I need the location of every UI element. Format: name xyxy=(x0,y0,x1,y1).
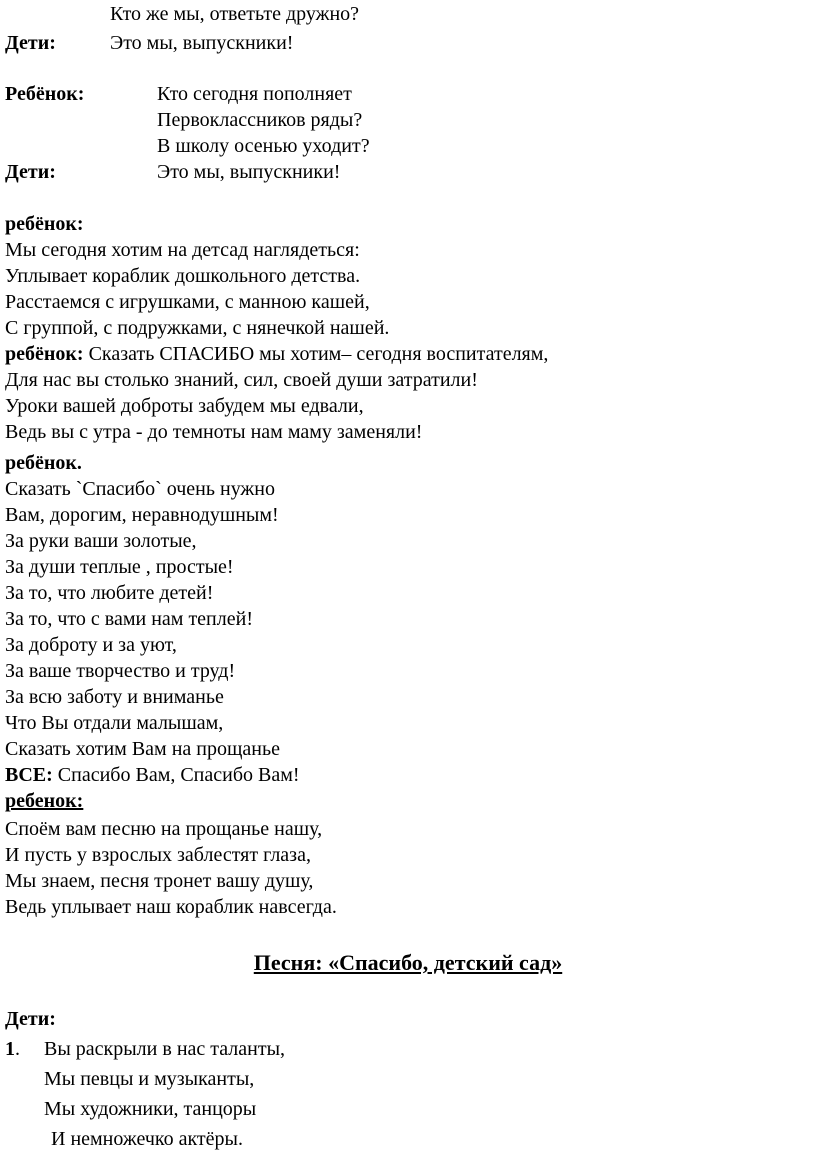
poem-line: Вам, дорогим, неравнодушным! xyxy=(5,504,279,526)
poem-line: Ведь уплывает наш кораблик навсегда. xyxy=(5,896,337,918)
speaker-label: Ребёнок: xyxy=(5,83,85,105)
poem-line: Мы художники, танцоры xyxy=(44,1098,257,1120)
verse-number-digit: 1 xyxy=(5,1038,15,1060)
poem-line: И пусть у взрослых заблестят глаза, xyxy=(5,844,311,866)
poem-text: Спасибо Вам, Спасибо Вам! xyxy=(52,764,300,786)
poem-line: Уплывает кораблик дошкольного детства. xyxy=(5,265,361,287)
speaker-label: Дети: xyxy=(5,32,56,54)
speaker-label: ребенок: xyxy=(5,790,84,812)
song-title: Песня: «Спасибо, детский сад» xyxy=(253,950,563,975)
poem-line: Споём вам песню на прощанье нашу, xyxy=(5,818,323,840)
poem-line: В школу осенью уходит? xyxy=(157,135,370,157)
poem-line: Первоклассников ряды? xyxy=(157,109,363,131)
poem-line: Сказать хотим Вам на прощанье xyxy=(5,738,280,760)
poem-line: За то, что с вами нам теплей! xyxy=(5,608,253,630)
verse-number-dot: . xyxy=(15,1038,20,1060)
poem-line: С группой, с подружками, с нянечкой нашей. xyxy=(5,317,390,339)
poem-line: Вы раскрыли в нас таланты, xyxy=(44,1038,286,1060)
poem-line: Мы певцы и музыканты, xyxy=(44,1068,255,1090)
poem-line: Ведь вы с утра - до темноты нам маму заменяли! xyxy=(5,421,423,443)
speaker-label: ребёнок: xyxy=(5,213,84,235)
poem-line: Для нас вы столько знаний, сил, своей души затратили! xyxy=(5,369,478,391)
poem-line: За то, что любите детей! xyxy=(5,582,214,604)
poem-line: За доброту и за уют, xyxy=(5,634,177,656)
poem-line: За души теплые , простые! xyxy=(5,556,234,578)
poem-line: Расстаемся с игрушками, с манною кашей, xyxy=(5,291,370,313)
poem-line: За ваше творчество и труд! xyxy=(5,660,236,682)
verse-number xyxy=(5,1036,20,1062)
speaker-label: Дети: xyxy=(5,161,56,183)
speaker-label: ВСЕ: xyxy=(5,764,53,786)
speaker-label: ребёнок. xyxy=(5,452,82,474)
poem-line: Это мы, выпускники! xyxy=(110,32,294,54)
poem-line xyxy=(5,762,300,788)
speaker-label: Дети: xyxy=(5,1008,56,1030)
poem-line: Кто сегодня пополняет xyxy=(157,83,352,105)
poem-line: Это мы, выпускники! xyxy=(157,161,341,183)
poem-line: За всю заботу и вниманье xyxy=(5,686,224,708)
poem-line: Кто же мы, ответьте дружно? xyxy=(110,3,360,25)
poem-line: Мы сегодня хотим на детсад наглядеться: xyxy=(5,239,360,261)
poem-line: И немножечко актёры. xyxy=(51,1128,243,1150)
poem-line: Сказать `Спасибо` очень нужно xyxy=(5,478,275,500)
poem-text: Сказать СПАСИБО мы хотим– сегодня воспитателям, xyxy=(83,343,549,365)
poem-line: За руки ваши золотые, xyxy=(5,530,197,552)
poem-line: Мы знаем, песня тронет вашу душу, xyxy=(5,870,314,892)
poem-line xyxy=(5,341,548,367)
speaker-label: ребёнок: xyxy=(5,343,84,365)
poem-line: Что Вы отдали малышам, xyxy=(5,712,224,734)
poem-line: Уроки вашей доброты забудем мы едвали, xyxy=(5,395,364,417)
